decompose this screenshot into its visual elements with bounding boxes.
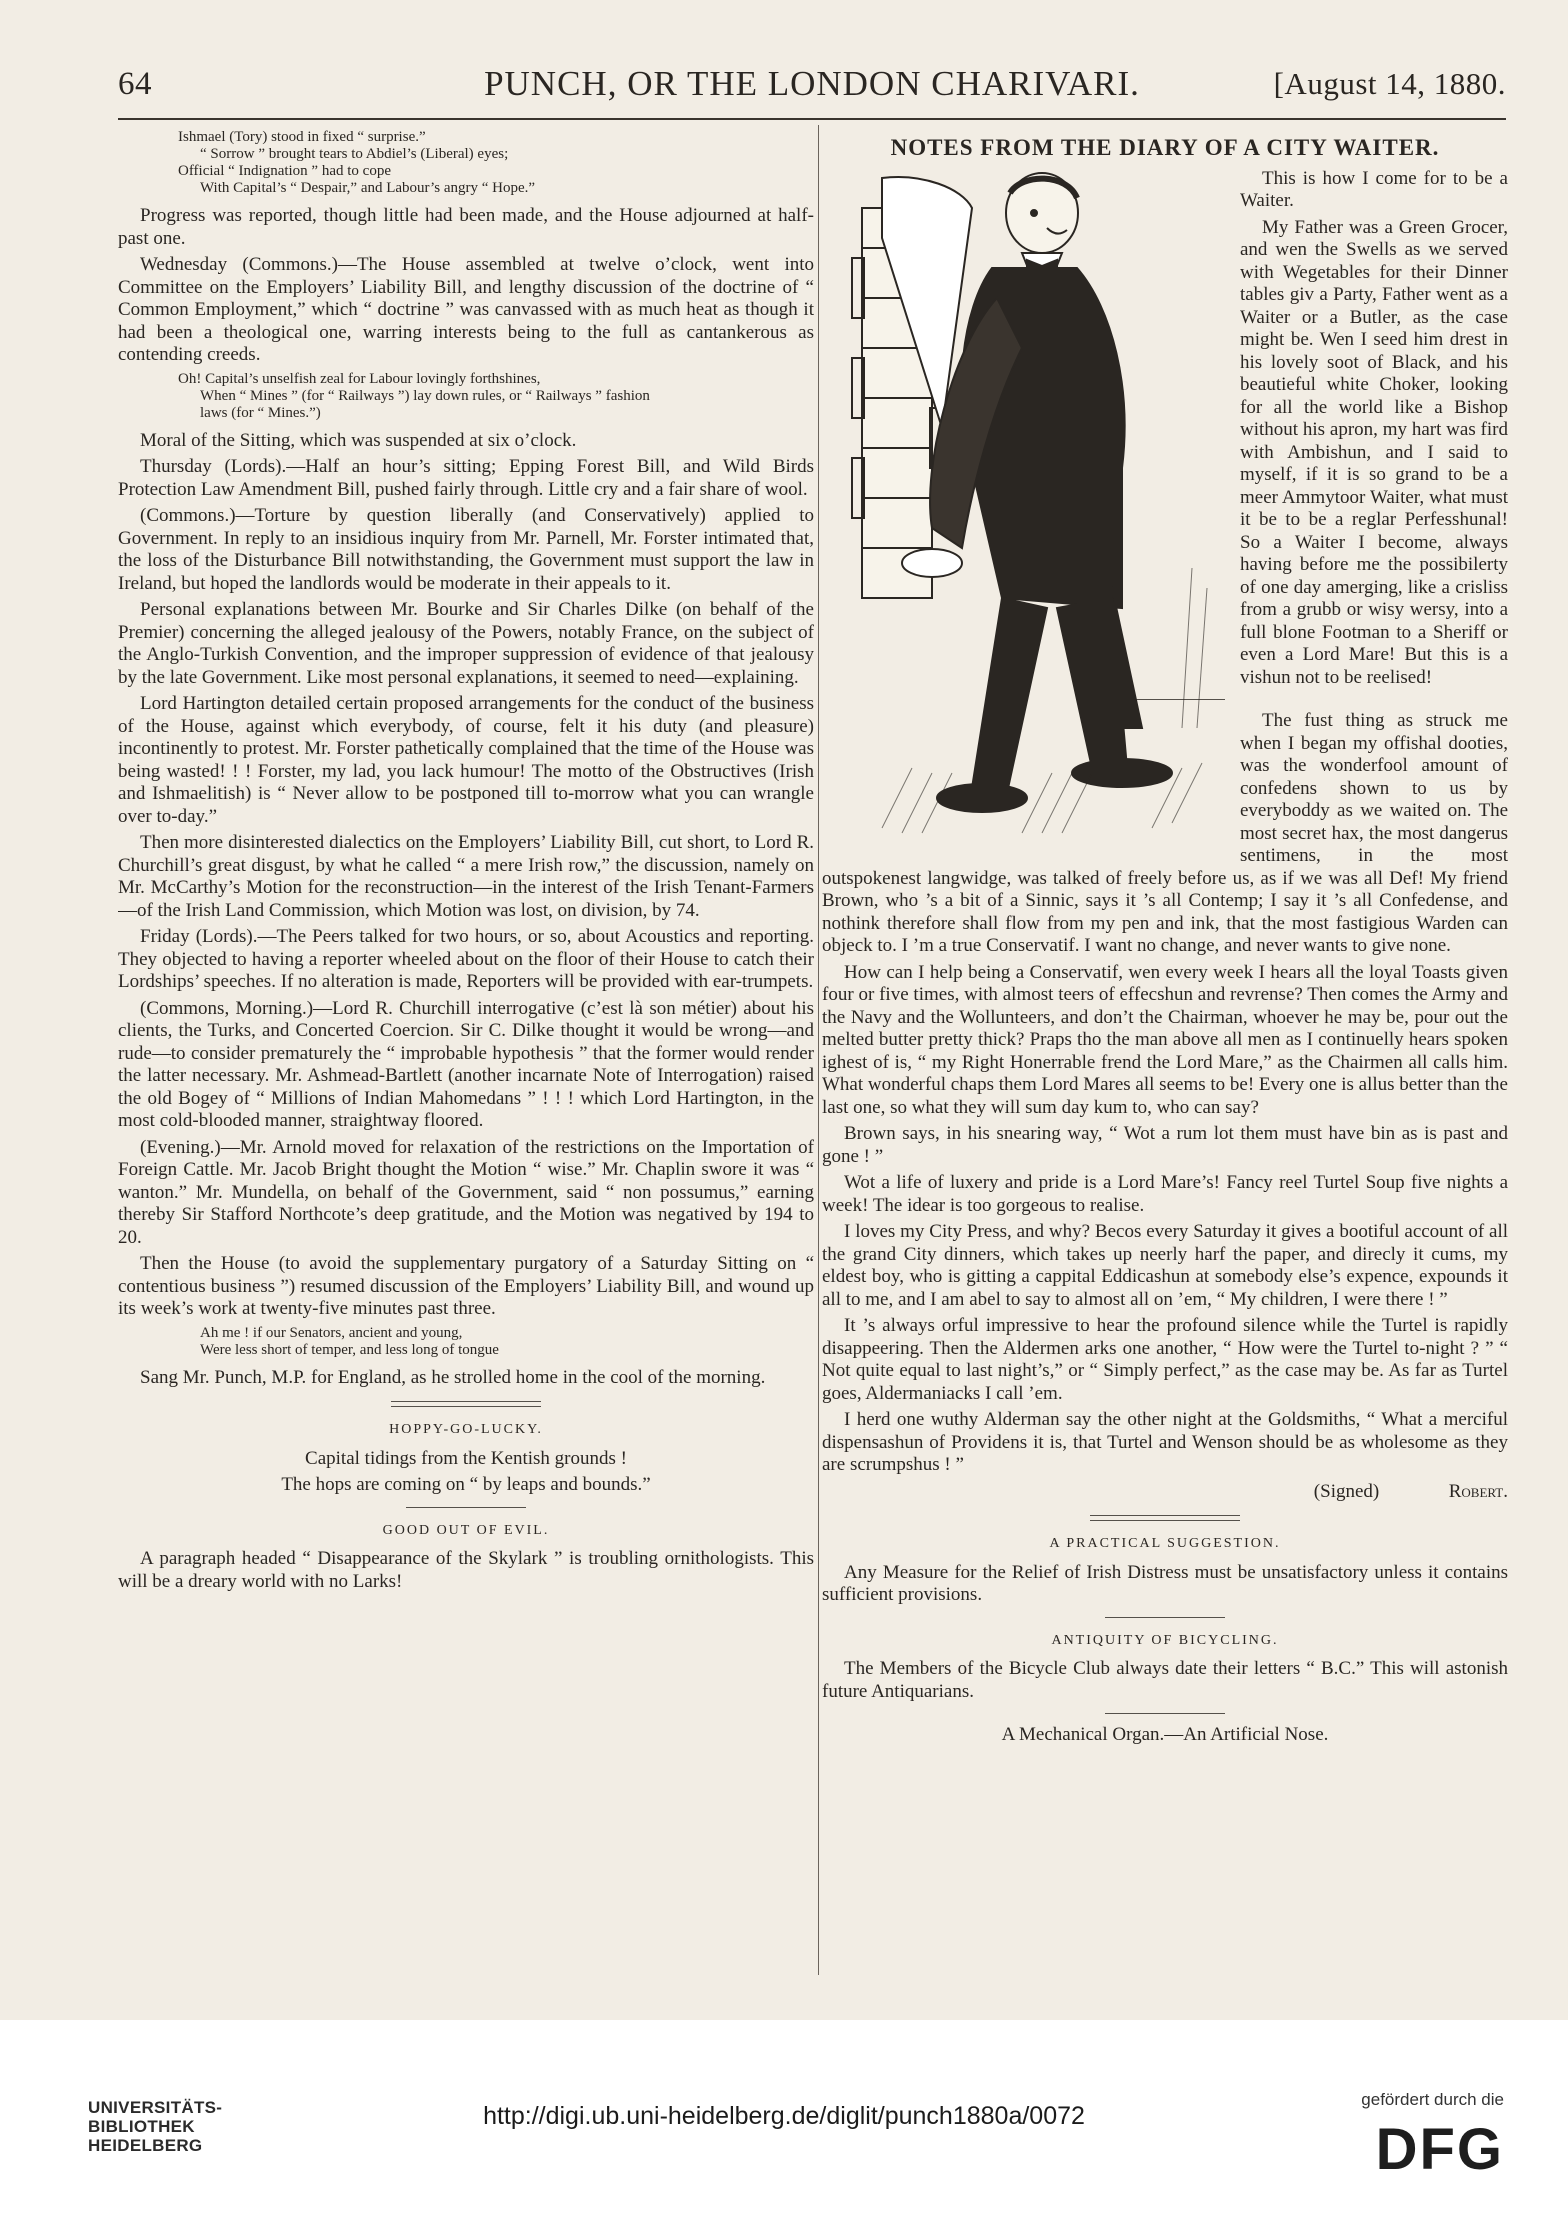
- library-logo[interactable]: UNIVERSITÄTS- BIBLIOTHEK HEIDELBERG: [88, 2098, 223, 2155]
- paragraph-mechanical: A Mechanical Organ.—An Artificial Nose.: [1001, 1724, 1329, 1745]
- section-divider: [1105, 1617, 1225, 1618]
- paragraph: The fust thing as struck me when I began my offishal dooties, was the wonderfool amount of confedens shown to us by everyboddy as we waited on. The most secret hax, the most dangerus sentimens, in the most outspokenest langwidge, was talked of freely before us, as if we was all Def! My friend Brown, who ’s a bit of a Sinnic, says it ’s all Contemp; I say it ’s all Confedense, and nothink therefore shall flow from my pen and ink, that the most fastigious Warden can objeck to. I ’m a true Conservatif. I want no change, and never wants to give none.: [822, 710, 1508, 956]
- funded-by-label: gefördert durch die: [1361, 2090, 1504, 2109]
- paragraph-intro: This is how I come for to be a Waiter.: [1240, 167, 1508, 211]
- masthead: PUNCH, OR THE LONDON CHARIVARI.: [484, 64, 1140, 103]
- section-divider: [1090, 1515, 1240, 1521]
- verse-ishmael: Ishmael (Tory) stood in fixed “ surprise.” “ Sorrow ” brought tears to Abdiel’s (Liberal) eyes; Official “ Indignation ” had to cope With Capital’s “ Despair,” and Labour’s angry “ Hope.”: [178, 129, 536, 196]
- page-number: 64: [118, 66, 152, 102]
- heading-hoppy: HOPPY-GO-LUCKY.: [389, 1422, 543, 1437]
- page-header: [118, 62, 1506, 120]
- paragraph: Sang Mr. Punch, M.P. for England, as he strolled home in the cool of the morning.: [140, 1366, 766, 1388]
- paragraph: It ’s always orful impressive to hear the profound silence while the Turtel is rapidly disappeering. Then the Aldermen arks one another, “ How were the Turtel to-night ? ” “ Not quite equal to last night’s,” or “ Simply perfect,” as the case may be. As far as Turtel goes, Aldermaniacks I call ’em.: [822, 1315, 1508, 1404]
- viewer-footer: [0, 2020, 1568, 2232]
- paragraph: Brown says, in his snearing way, “ Wot a rum lot them must have bin as is past and gone ! ”: [822, 1123, 1508, 1167]
- paragraph: Wot a life of luxery and pride is a Lord Mare’s! Fancy reel Turtel Soup five nights a week! The idear is too gorgeous to realise.: [822, 1172, 1508, 1216]
- paragraph: Personal explanations between Mr. Bourke and Sir Charles Dilke (on behalf of the Premier) concerning the alleged jealousy of the Powers, notably France, on the subject of the Anglo-Turkish Convention, and the improper suppression of evidence of that jealousy by the late Government. Like most personal explanations, it seemed to need—explaining.: [118, 599, 814, 688]
- verse-senators: Ah me ! if our Senators, ancient and young, Were less short of temper, and less long of tongue: [200, 1324, 499, 1358]
- paragraph-wednesday: Wednesday (Commons.)—The House assembled at twelve o’clock, went into Committee on the Employers’ Liability Bill, and lengthy discussion of the doctrine of “ Common Employment,” which “ doctrine ” was canvassed with as much heat as though it had been a theological one, warring interests being to the full as cantankerous as contending creeds.: [118, 254, 814, 365]
- paragraph: Moral of the Sitting, which was suspended at six o’clock.: [140, 429, 577, 451]
- signature-line: [822, 1481, 1508, 1504]
- issue-date: [August 14, 1880.: [1273, 66, 1506, 101]
- heading-antiquity: ANTIQUITY OF BICYCLING.: [1051, 1632, 1279, 1648]
- paragraph-antiquity: The Members of the Bicycle Club always date their letters “ B.C.” This will astonish future Antiquarians.: [822, 1658, 1508, 1702]
- paragraph: Lord Hartington detailed certain proposed arrangements for the conduct of the business of the House, against which everybody, of course, felt it his duty (and pleasure) incontinently to protest. Mr. Forster pathetically complained that the time of the House was being wasted! ! ! Forster, my lad, you lack humour! The motto of the Obstructives (Irish and Ishmaelitish) is “ Never allow to be postponed till to-morrow what you can wrangle over to-day.”: [118, 693, 814, 827]
- paragraph: I loves my City Press, and why? Becos every Saturday it gives a bootiful account of all the grand City dinners, which takes up neerly harf the paper, and direcly it cums, my eldest boy, who is gitting a cappital Eddicashun at somebody else’s expence, expounds it all to me, and I am abel to say to almost all on ’em, “ My children, I were there ! ”: [822, 1221, 1508, 1310]
- section-divider: [1105, 1713, 1225, 1714]
- paragraph-friday: Friday (Lords).—The Peers talked for two hours, or so, about Acoustics and reporting. They objected to having a reporter wheeled about on the floor of their House to catch their Lordships’ speeches. If no alteration is made, Reporters will be provided with ear-trumpets.: [118, 926, 814, 992]
- section-divider: [406, 1507, 526, 1508]
- verse-capital: Oh! Capital’s unselfish zeal for Labour lovingly forthshines, When “ Mines ” (for “ Railways ”) lay down rules, or “ Railways ” fashion laws (for “ Mines.”): [178, 370, 650, 421]
- paragraph-practical: Any Measure for the Relief of Irish Distress must be unsatisfactory unless it contains sufficient provisions.: [822, 1561, 1508, 1605]
- paragraph: (Commons.)—Torture by question liberally (and Conservatively) applied to Government. In reply to an insidious inquiry from Mr. Parnell, Mr. Forster intimated that, the loss of the Disturbance Bill notwithstanding, the Government must support the law in Ireland, but hoped the landlords would be moderate in their appeals to it.: [118, 505, 814, 594]
- paragraph: Progress was reported, though little had been made, and the House adjourned at half-past one.: [118, 205, 814, 249]
- hoppy-line: Capital tidings from the Kentish grounds !: [305, 1447, 627, 1469]
- paragraph: Then more disinterested dialectics on the Employers’ Liability Bill, cut short, to Lord R. Churchill’s great disgust, by what he called “ a mere Irish row,” the discussion, namely on Mr. McCarthy’s Motion for the reconstruction—in the interest of the Irish Tenant-Farmers—of the Irish Land Commission, which Motion was lost, on division, by 74.: [118, 832, 814, 921]
- section-divider: [391, 1401, 541, 1407]
- signer-name: Robert.: [1448, 1480, 1508, 1502]
- waiter-drawing: [822, 168, 1230, 856]
- paragraph: I herd one wuthy Alderman say the other night at the Goldsmiths, “ What a merciful dispensashun of Providens it is, that Turtel and Wenson should be as wholesome as they are scrumpshus ! ”: [822, 1409, 1508, 1475]
- heading-practical: A PRACTICAL SUGGESTION.: [1049, 1536, 1281, 1551]
- paragraph: (Commons, Morning.)—Lord R. Churchill interrogative (c’est là son métier) about his clients, the Turks, and Concerted Coercion. Sir C. Dilke thought it would be wrong—and rude—to consider prematurely the “ improbable hypothesis ” that the former would render the latter necessary. Mr. Ashmead-Bartlett (another incarnate Note of Interrogation) raised the old Bogey of “ Millions of Indian Mahomedans ” ! ! ! which Lord Hartington, in the most cold-blooded manner, straightway floored.: [118, 997, 814, 1131]
- paragraph: My Father was a Green Grocer, and wen the Swells as we served with Wegetables for their Dinner tables giv a Party, Father went as a Waiter or a Butler, as the case might be. Wen I seed him drest in his lovely soot of Black, and his beautieful white Choker, looking for all the world like a Bishop without his apron, my hart was fird with Ambishun, and I said to myself, if it is so grand to be a meer Ammytoor Waiter, what must it be to be a reglar Perfesshunal! So a Waiter I become, always having before me the possibilerty of one day amerging, like a crisliss from a grubb or wisy wersy, into a full blone Footman to a Sheriff or even a Lord Mare! But this is a vishun not to be reelised!: [1240, 216, 1508, 688]
- column-rule: [818, 125, 819, 1975]
- paragraph-thursday: Thursday (Lords).—Half an hour’s sitting; Epping Forest Bill, and Wild Birds Protection Law Amendment Bill, pushed fairly through. Little cry and a fair share of wool.: [118, 456, 814, 500]
- right-column: [822, 125, 1508, 2000]
- paragraph: How can I help being a Conservatif, wen every week I hears all the loyal Toasts given four or five times, with almost teers of effecshun and revrense? Then comes the Army and the Navy and the Wollunteers, and don’t the Chairman, whoever he may be, pour out the melted butter pretty thick? Praps tho the man above all men as I continuelly hears spoken ighest of is, “ my Right Honerrable frend the Lord Mare,” as the Chairmen all calls him. What wonderful chaps them Lord Mares all seems to be! Every one is allus better than the last one, so what they will sum day kum to, who can say?: [822, 961, 1508, 1118]
- left-column: [118, 125, 814, 2000]
- waiter-illustration-icon: [822, 168, 1230, 856]
- paragraph: Then the House (to avoid the supplementary purgatory of a Saturday Sitting on “ contentious business ”) resumed discussion of the Employers’ Liability Bill, and wound up its week’s work at twenty-five minutes past three.: [118, 1253, 814, 1319]
- dfg-logo[interactable]: DFG: [1375, 2117, 1504, 2182]
- permalink-url[interactable]: http://digi.ub.uni-heidelberg.de/diglit/punch1880a/0072: [483, 2102, 1085, 2130]
- signed-label: (Signed): [1313, 1480, 1380, 1502]
- heading-good-out-of-evil: GOOD OUT OF EVIL.: [382, 1522, 550, 1538]
- paragraph-skylark: A paragraph headed “ Disappearance of the Skylark ” is troubling ornithologists. This will be a dreary world with no Larks!: [118, 1548, 814, 1592]
- hoppy-line: The hops are coming on “ by leaps and bounds.”: [281, 1474, 651, 1495]
- paragraph: (Evening.)—Mr. Arnold moved for relaxation of the restrictions on the Importation of Foreign Cattle. Mr. Jacob Bright thought the Motion “ wise.” Mr. Chaplin swore it was “ wanton.” Mr. Mundella, on behalf of the Government, said “ non possumus,” earning thereby Sir Stafford Northcote’s deep gratitude, and the Motion was negatived by 194 to 20.: [118, 1136, 814, 1248]
- article-title: NOTES FROM THE DIARY OF A CITY WAITER.: [890, 135, 1440, 160]
